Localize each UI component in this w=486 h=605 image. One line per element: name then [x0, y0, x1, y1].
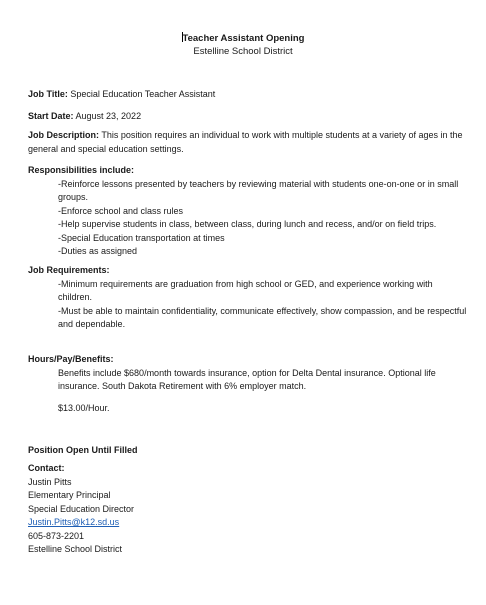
list-item: -Reinforce lessons presented by teachers by reviewing material with students one-on-one or in small groups. — [58, 178, 459, 202]
responsibilities-label: Responsibilities include: — [28, 165, 135, 175]
job-description-paragraph — [28, 129, 468, 156]
document-header — [0, 32, 486, 58]
list-item: -Enforce school and class rules — [58, 205, 184, 216]
document-title: Teacher Assistant Opening — [182, 33, 305, 44]
list-item: -Special Education transportation at times — [58, 232, 225, 243]
start-date-value: August 23, 2022 — [73, 111, 142, 121]
list-item: -Must be able to maintain confidentiality, communicate effectively, show compassion, and be respectful and dependable. — [58, 305, 467, 329]
responsibilities-list — [28, 178, 468, 259]
contact-role-director: Special Education Director — [28, 503, 135, 514]
document-subtitle-district: Estelline School District — [193, 46, 293, 57]
job-title-line — [28, 88, 468, 102]
responsibilities-section — [28, 164, 468, 259]
job-title-label: Job Title: — [28, 89, 68, 99]
job-description-value: This position requires an individual to work with multiple students at a variety of ages in the general and special education settings. — [28, 130, 463, 154]
contact-name: Justin Pitts — [28, 476, 72, 487]
job-requirements-section — [28, 264, 468, 332]
list-item: -Duties as assigned — [58, 246, 138, 256]
start-date-label: Start Date: — [28, 111, 74, 121]
job-requirements-list — [28, 278, 468, 332]
contact-role-principal: Elementary Principal — [28, 490, 111, 500]
start-date-line — [28, 110, 468, 124]
benefits-text: Benefits include $680/month towards insurance, option for Delta Dental insurance. Optional life insurance. South Dakota Retirement with 6% employer match. — [58, 367, 436, 391]
contact-district: Estelline School District — [28, 544, 123, 554]
job-title-value: Special Education Teacher Assistant — [67, 89, 216, 99]
contact-phone: 605-873-2201 — [28, 530, 85, 541]
contact-label: Contact: — [28, 463, 65, 473]
list-item: -Minimum requirements are graduation from high school or GED, and experience working with children. — [58, 278, 433, 302]
hours-pay-benefits-label: Hours/Pay/Benefits: — [28, 354, 114, 364]
list-item: -Help supervise students in class, between class, during lunch and recess, and/or on field trips. — [58, 219, 437, 229]
job-requirements-label: Job Requirements: — [28, 265, 110, 275]
hours-pay-benefits-section — [28, 353, 468, 415]
job-description-label: Job Description: — [28, 130, 100, 140]
contact-email-link[interactable]: Justin.Pitts@k12.sd.us — [28, 517, 120, 527]
contact-section — [28, 462, 468, 557]
pay-rate-text: $13.00/Hour. — [58, 402, 110, 413]
position-status: Position Open Until Filled — [28, 445, 138, 455]
